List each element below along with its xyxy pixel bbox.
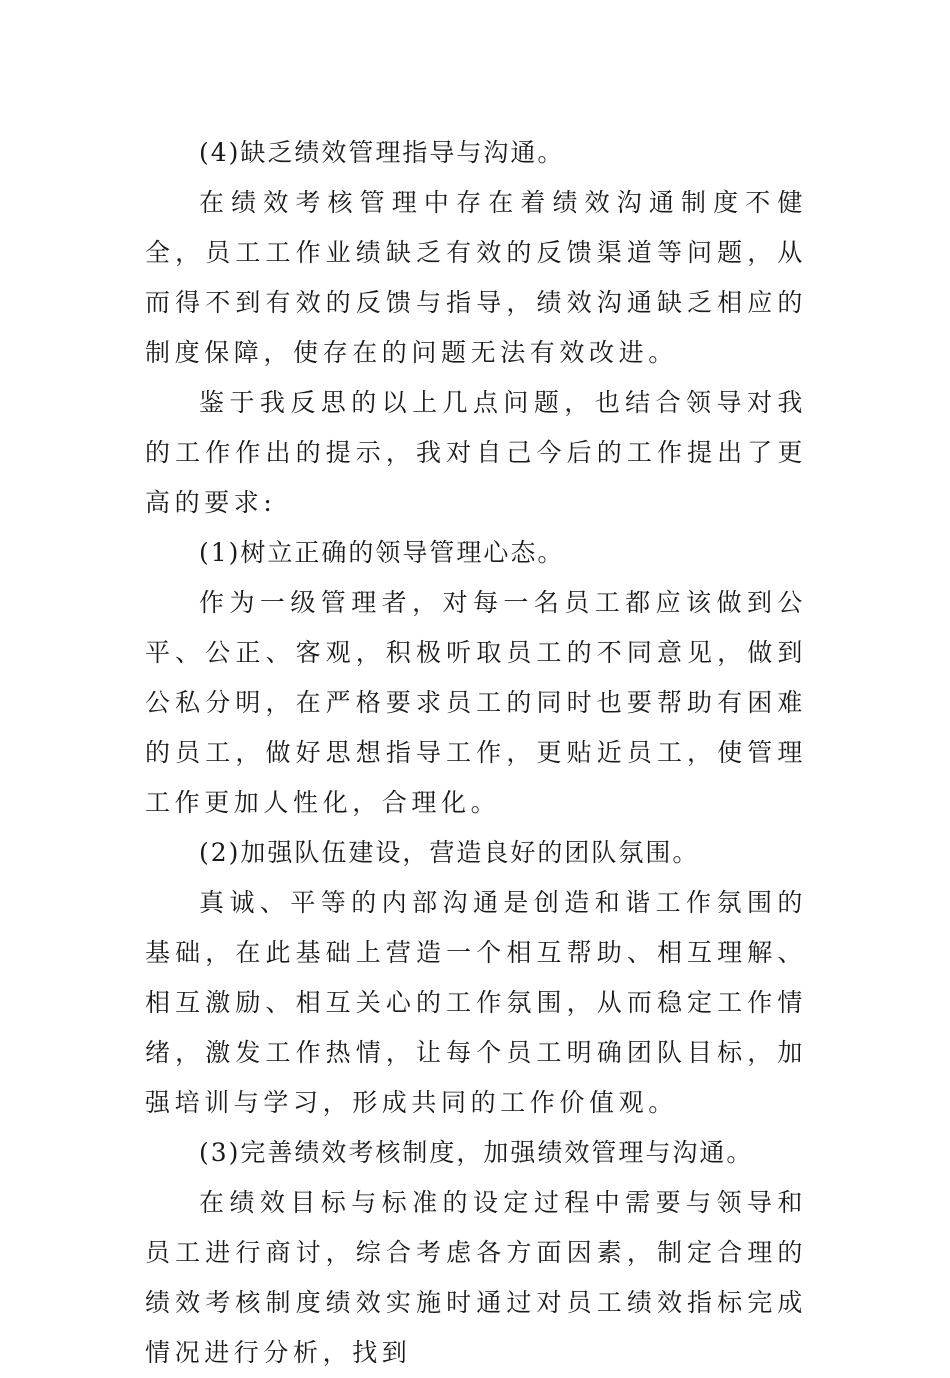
body-paragraph: 在绩效考核管理中存在着绩效沟通制度不健全，员工工作业绩缺乏有效的反馈渠道等问题，从而得不到有效的反馈与指导，绩效沟通缺乏相应的制度保障，使存在的问题无法有效改进。 — [145, 188, 807, 367]
section-heading-3: (3)完善绩效考核制度，加强绩效管理与沟通。 — [199, 1138, 754, 1167]
section-heading-4: (4)缺乏绩效管理指导与沟通。 — [199, 138, 565, 167]
section-heading-1: (1)树立正确的领导管理心态。 — [199, 538, 565, 567]
section-heading-2: (2)加强队伍建设，营造良好的团队氛围。 — [199, 838, 700, 867]
body-paragraph: 鉴于我反思的以上几点问题，也结合领导对我的工作作出的提示，我对自己今后的工作提出了更高的要求: — [145, 388, 807, 517]
body-paragraph: 真诚、平等的内部沟通是创造和谐工作氛围的基础，在此基础上营造一个相互帮助、相互理解、相互激励、相互关心的工作氛围，从而稳定工作情绪，激发工作热情，让每个员工明确团队目标，加强培训与学习，形成共同的工作价值观。 — [145, 888, 807, 1117]
document-page — [145, 128, 807, 1378]
body-paragraph: 作为一级管理者，对每一名员工都应该做到公平、公正、客观，积极听取员工的不同意见，做到公私分明，在严格要求员工的同时也要帮助有困难的员工，做好思想指导工作，更贴近员工，使管理工作更加人性化，合理化。 — [145, 588, 807, 817]
body-paragraph: 在绩效目标与标准的设定过程中需要与领导和员工进行商讨，综合考虑各方面因素，制定合理的绩效考核制度绩效实施时通过对员工绩效指标完成情况进行分析，找到 — [145, 1188, 807, 1367]
